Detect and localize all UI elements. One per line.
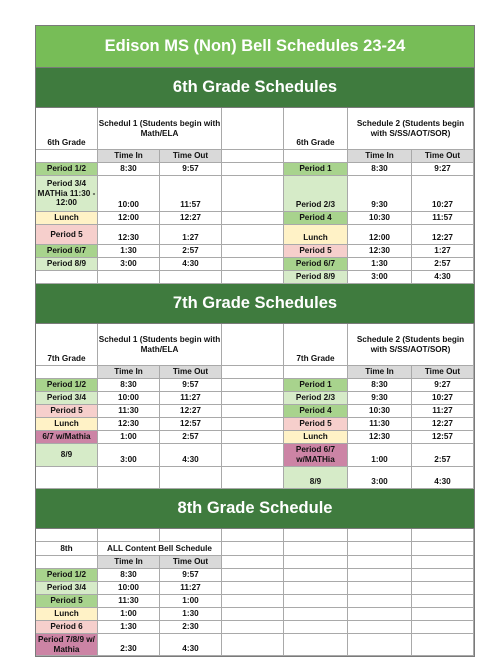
time-out: 12:57	[412, 431, 474, 444]
time-in: 1:00	[98, 608, 160, 621]
spacer-cell	[284, 542, 348, 556]
period-label: Period 6/7 w/MATHia	[284, 444, 348, 467]
spacer-cell	[222, 150, 284, 163]
time-out: 11:27	[160, 392, 222, 405]
spacer-cell	[412, 569, 474, 582]
time-in: 10:30	[348, 405, 412, 418]
time-in: 12:30	[348, 431, 412, 444]
period-label: Period 3/4	[36, 392, 98, 405]
spacer-cell	[412, 621, 474, 634]
spacer-cell	[284, 582, 348, 595]
time-out: 2:57	[412, 444, 474, 467]
spacer-cell	[222, 225, 284, 245]
time-in: 3:00	[348, 271, 412, 284]
spacer-cell	[222, 634, 284, 656]
period-label: Period 3/4	[36, 582, 98, 595]
spacer-cell	[284, 634, 348, 656]
schedule-title: Schedul 1 (Students begin with Math/ELA	[98, 324, 222, 366]
time-out: 9:27	[412, 379, 474, 392]
time-out: 1:27	[412, 245, 474, 258]
spacer-cell	[222, 163, 284, 176]
period-label: Period 2/3	[284, 176, 348, 212]
spacer-cell	[284, 150, 348, 163]
time-out: 10:27	[412, 176, 474, 212]
spacer-cell	[412, 608, 474, 621]
time-in: 1:00	[348, 444, 412, 467]
spacer-cell	[98, 271, 160, 284]
grade-label: 6th Grade	[284, 108, 348, 150]
time-out: 1:27	[160, 225, 222, 245]
time-out-header: Time Out	[160, 556, 222, 569]
spacer-cell	[412, 582, 474, 595]
grade-label: 8th	[36, 542, 98, 556]
time-in-header: Time In	[348, 150, 412, 163]
time-in: 11:30	[98, 595, 160, 608]
period-label: Period 5	[36, 595, 98, 608]
time-out: 2:30	[160, 621, 222, 634]
spacer-cell	[222, 324, 284, 366]
spacer-cell	[36, 150, 98, 163]
time-out: 11:27	[160, 582, 222, 595]
spacer-cell	[348, 582, 412, 595]
spacer-cell	[222, 621, 284, 634]
schedule-title: ALL Content Bell Schedule	[98, 542, 222, 556]
grade8-table	[36, 529, 474, 656]
time-in: 1:00	[98, 431, 160, 444]
time-in: 10:00	[98, 392, 160, 405]
spacer-cell	[222, 542, 284, 556]
spacer-cell	[284, 621, 348, 634]
time-in: 8:30	[98, 569, 160, 582]
time-out-header: Time Out	[412, 150, 474, 163]
time-in: 9:30	[348, 176, 412, 212]
time-in: 12:30	[98, 225, 160, 245]
spacer-cell	[36, 467, 98, 489]
spacer-cell	[160, 529, 222, 542]
spacer-cell	[98, 467, 160, 489]
time-out: 2:57	[160, 245, 222, 258]
spacer-cell	[36, 366, 98, 379]
grade6-heading: 6th Grade Schedules	[36, 68, 474, 108]
time-in: 3:00	[98, 258, 160, 271]
spacer-cell	[222, 467, 284, 489]
period-label: Lunch	[36, 212, 98, 225]
spacer-cell	[222, 405, 284, 418]
period-label: Period 1/2	[36, 163, 98, 176]
time-out: 12:27	[412, 418, 474, 431]
spacer-cell	[412, 595, 474, 608]
time-in: 12:00	[98, 212, 160, 225]
grade7-heading: 7th Grade Schedules	[36, 284, 474, 324]
period-label: Period 7/8/9 w/ Mathia	[36, 634, 98, 656]
spacer-cell	[160, 467, 222, 489]
spacer-cell	[284, 608, 348, 621]
period-label: Period 1/2	[36, 379, 98, 392]
time-in: 8:30	[98, 163, 160, 176]
time-in: 1:30	[98, 245, 160, 258]
time-out: 4:30	[412, 271, 474, 284]
grade8-heading: 8th Grade Schedule	[36, 489, 474, 529]
spacer-cell	[222, 392, 284, 405]
time-in-header: Time In	[98, 150, 160, 163]
grade-label: 6th Grade	[36, 108, 98, 150]
spacer-cell	[284, 366, 348, 379]
time-in: 10:00	[98, 582, 160, 595]
time-out: 2:57	[412, 258, 474, 271]
time-out-header: Time Out	[160, 366, 222, 379]
grade-label: 7th Grade	[36, 324, 98, 366]
period-label: Period 5	[284, 418, 348, 431]
period-label: Period 3/4 MATHia 11:30 - 12:00	[36, 176, 98, 212]
spacer-cell	[222, 582, 284, 595]
time-in: 2:30	[98, 634, 160, 656]
time-in: 12:30	[98, 418, 160, 431]
spacer-cell	[412, 542, 474, 556]
time-out: 4:30	[412, 467, 474, 489]
spacer-cell	[348, 529, 412, 542]
period-label: Period 2/3	[284, 392, 348, 405]
time-in: 11:30	[98, 405, 160, 418]
time-out: 12:27	[412, 225, 474, 245]
spacer-cell	[36, 271, 98, 284]
time-out: 4:30	[160, 258, 222, 271]
period-label: 6/7 w/Mathia	[36, 431, 98, 444]
schedule-sheet	[35, 25, 475, 657]
time-out-header: Time Out	[160, 150, 222, 163]
schedule-title: Schedule 2 (Students begin with S/SS/AOT/SOR)	[348, 324, 474, 366]
time-out: 2:57	[160, 431, 222, 444]
spacer-cell	[284, 529, 348, 542]
grade6-table	[36, 108, 474, 284]
spacer-cell	[284, 569, 348, 582]
time-in-header: Time In	[98, 556, 160, 569]
period-label: Period 6	[36, 621, 98, 634]
time-in: 12:00	[348, 225, 412, 245]
time-out: 12:57	[160, 418, 222, 431]
grade-label: 7th Grade	[284, 324, 348, 366]
spacer-cell	[222, 556, 284, 569]
spacer-cell	[160, 271, 222, 284]
period-label: Period 4	[284, 405, 348, 418]
time-in: 11:30	[348, 418, 412, 431]
spacer-cell	[222, 258, 284, 271]
spacer-cell	[348, 621, 412, 634]
time-out: 12:27	[160, 405, 222, 418]
page-title: Edison MS (Non) Bell Schedules 23-24	[36, 25, 474, 68]
time-out: 4:30	[160, 634, 222, 656]
spacer-cell	[412, 556, 474, 569]
spacer-cell	[222, 529, 284, 542]
time-in-header: Time In	[98, 366, 160, 379]
spacer-cell	[284, 595, 348, 608]
time-in: 1:30	[98, 621, 160, 634]
time-out: 12:27	[160, 212, 222, 225]
time-out: 11:57	[412, 212, 474, 225]
schedule-title: Schedule 2 (Students begin with S/SS/AOT/SOR)	[348, 108, 474, 150]
time-out: 11:57	[160, 176, 222, 212]
time-out: 11:27	[412, 405, 474, 418]
period-label: Period 1/2	[36, 569, 98, 582]
schedule-title: Schedul 1 (Students begin with Math/ELA	[98, 108, 222, 150]
period-label: Period 6/7	[36, 245, 98, 258]
period-label: Lunch	[36, 608, 98, 621]
spacer-cell	[222, 176, 284, 212]
time-in: 3:00	[348, 467, 412, 489]
time-in: 8:30	[348, 163, 412, 176]
period-label: Period 1	[284, 163, 348, 176]
time-out: 9:57	[160, 379, 222, 392]
period-label: Period 8/9	[284, 271, 348, 284]
time-in: 8:30	[348, 379, 412, 392]
spacer-cell	[222, 431, 284, 444]
period-label: Lunch	[284, 225, 348, 245]
spacer-cell	[284, 556, 348, 569]
period-label: Period 1	[284, 379, 348, 392]
period-label: Period 5	[36, 225, 98, 245]
period-label: Period 5	[36, 405, 98, 418]
period-label: 8/9	[36, 444, 98, 467]
period-label: Period 5	[284, 245, 348, 258]
spacer-cell	[222, 444, 284, 467]
time-in: 3:00	[98, 444, 160, 467]
period-label: Lunch	[284, 431, 348, 444]
period-label: Period 6/7	[284, 258, 348, 271]
time-in: 12:30	[348, 245, 412, 258]
spacer-cell	[98, 529, 160, 542]
time-in: 10:00	[98, 176, 160, 212]
spacer-cell	[222, 379, 284, 392]
spacer-cell	[412, 634, 474, 656]
time-out: 1:00	[160, 595, 222, 608]
spacer-cell	[222, 245, 284, 258]
time-in: 9:30	[348, 392, 412, 405]
time-out: 9:27	[412, 163, 474, 176]
time-out: 9:57	[160, 569, 222, 582]
spacer-cell	[222, 108, 284, 150]
spacer-cell	[222, 608, 284, 621]
time-in: 1:30	[348, 258, 412, 271]
spacer-cell	[222, 595, 284, 608]
spacer-cell	[222, 271, 284, 284]
period-label: Lunch	[36, 418, 98, 431]
time-out: 9:57	[160, 163, 222, 176]
time-out: 1:30	[160, 608, 222, 621]
spacer-cell	[222, 569, 284, 582]
spacer-cell	[348, 634, 412, 656]
time-in: 10:30	[348, 212, 412, 225]
spacer-cell	[36, 556, 98, 569]
period-label: Period 4	[284, 212, 348, 225]
spacer-cell	[348, 542, 412, 556]
spacer-cell	[222, 366, 284, 379]
spacer-cell	[348, 569, 412, 582]
time-in: 8:30	[98, 379, 160, 392]
period-label: 8/9	[284, 467, 348, 489]
period-label: Period 8/9	[36, 258, 98, 271]
time-out-header: Time Out	[412, 366, 474, 379]
spacer-cell	[222, 418, 284, 431]
spacer-cell	[36, 529, 98, 542]
spacer-cell	[348, 556, 412, 569]
time-out: 4:30	[160, 444, 222, 467]
grade7-table	[36, 324, 474, 489]
spacer-cell	[348, 608, 412, 621]
spacer-cell	[348, 595, 412, 608]
time-in-header: Time In	[348, 366, 412, 379]
spacer-cell	[222, 212, 284, 225]
time-out: 10:27	[412, 392, 474, 405]
spacer-cell	[412, 529, 474, 542]
